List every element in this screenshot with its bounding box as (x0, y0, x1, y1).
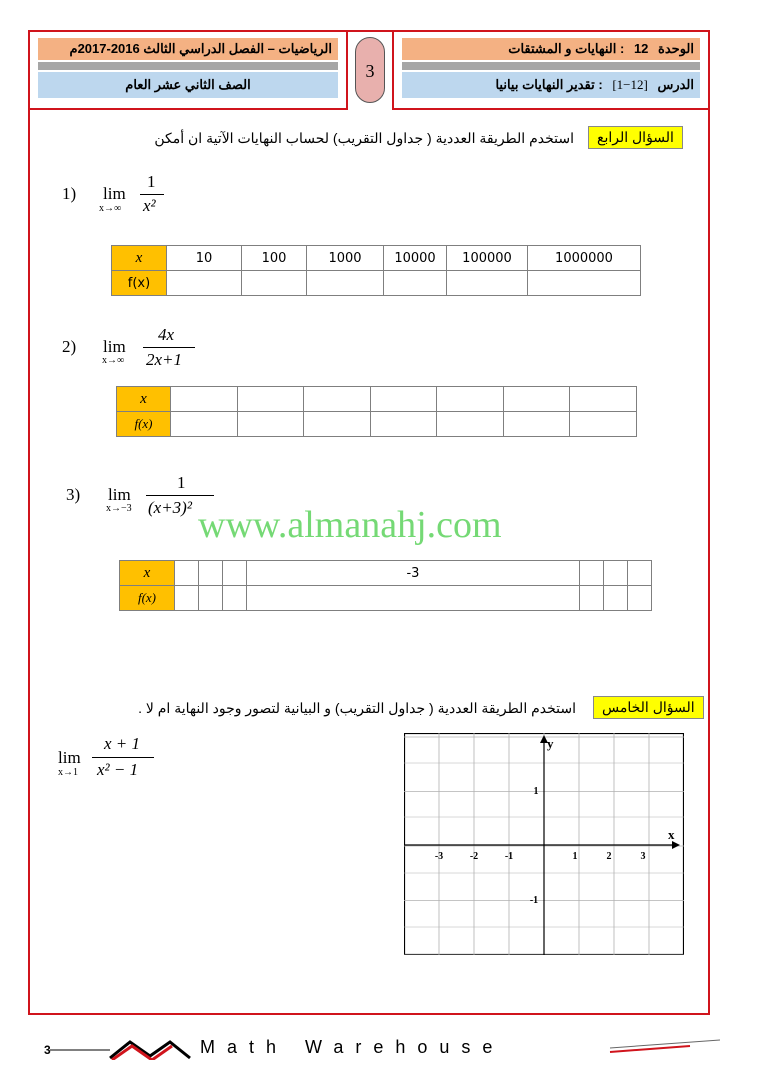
unit-number: 12 (633, 41, 649, 56)
table-row (112, 271, 641, 296)
q5-fraction-bar (92, 757, 154, 758)
grade-title: الصف الثاني عشر العام (38, 72, 338, 98)
p3-lim: lim (108, 485, 131, 504)
p1-table (111, 245, 641, 296)
unit-line (402, 38, 700, 60)
p1-lim: lim (103, 184, 126, 203)
p1-x-cell[interactable]: 10 (167, 246, 242, 271)
p3-number: 3) (66, 485, 81, 504)
x-tick-label: 1 (572, 851, 578, 862)
p1-sub: x→∞ (99, 203, 122, 214)
unit-title: : النهايات و المشتقات (508, 41, 625, 56)
q4-label: السؤال الرابع (588, 126, 683, 149)
table-row (120, 561, 652, 586)
p1-number: 1) (62, 184, 77, 203)
p2-x-cell[interactable] (570, 387, 637, 412)
p1-fx-header: f(x) (112, 271, 167, 296)
page-badge: 3 (355, 37, 385, 103)
header-subject-box (28, 30, 348, 110)
p2-fx-cell[interactable] (171, 412, 238, 437)
q5-numerator: x + 1 (104, 734, 141, 753)
p3-fx-cell[interactable] (198, 586, 222, 611)
p3-x-cell[interactable] (222, 561, 246, 586)
p2-fx-cell[interactable] (304, 412, 371, 437)
p3-fraction-bar (146, 495, 214, 496)
p3-fx-cell[interactable] (628, 586, 652, 611)
p3-fx-cell[interactable] (604, 586, 628, 611)
coordinate-grid[interactable] (404, 733, 684, 955)
p3-x-cell[interactable] (628, 561, 652, 586)
p1-x-cell[interactable]: 1000000 (528, 246, 641, 271)
table-row (117, 412, 637, 437)
p2-x-cell[interactable] (370, 387, 437, 412)
lesson-title: : تقدير النهايات بيانيا (495, 77, 603, 92)
p1-denominator: x² (143, 196, 156, 215)
subject-title: الرياضيات – الفصل الدراسي الثالث 2016-2017م (38, 38, 338, 60)
p1-x-header: x (112, 246, 167, 271)
p2-fx-cell[interactable] (237, 412, 304, 437)
p1-fx-cell[interactable] (167, 271, 242, 296)
p3-numerator: 1 (177, 473, 186, 492)
p3-fx-cell[interactable] (246, 586, 580, 611)
y-axis-label: y (547, 736, 554, 751)
x-tick-label: 2 (606, 851, 612, 862)
lesson-label: الدرس (657, 77, 694, 92)
q5-label: السؤال الخامس (593, 696, 704, 719)
p3-x-cell[interactable]: -3 (246, 561, 580, 586)
p3-sub: x→−3 (106, 503, 132, 514)
q5-lim: lim (58, 748, 81, 767)
header-unit-box (392, 30, 710, 110)
p3-x-cell[interactable] (175, 561, 199, 586)
x-axis-label: x (668, 827, 675, 842)
y-tick-label: 1 (533, 786, 539, 797)
table-row (120, 586, 652, 611)
p2-table (116, 386, 637, 437)
p1-fx-cell[interactable] (384, 271, 447, 296)
watermark: www.almanahj.com (198, 504, 502, 546)
p1-fx-cell[interactable] (528, 271, 641, 296)
p2-fx-cell[interactable] (437, 412, 504, 437)
p3-denominator: (x+3)² (148, 498, 192, 517)
p3-fx-cell[interactable] (175, 586, 199, 611)
p3-fx-header: f(x) (120, 586, 175, 611)
unit-label: الوحدة (658, 41, 694, 56)
p2-fx-cell[interactable] (570, 412, 637, 437)
p1-x-cell[interactable]: 10000 (384, 246, 447, 271)
p2-fx-header: f(x) (117, 412, 171, 437)
q4-text: استخدم الطريقة العددية ( جداول التقريب) لحساب النهايات الآتية ان أمكن (154, 130, 574, 146)
q5-denominator: x² − 1 (97, 760, 139, 779)
footer-logo (50, 1038, 720, 1060)
lesson-line (402, 72, 700, 98)
p2-number: 2) (62, 337, 77, 356)
p1-x-cell[interactable]: 100000 (447, 246, 528, 271)
q5-text: استخدم الطريقة العددية ( جداول التقريب) و البيانية لتصور وجود النهاية ام لا . (138, 700, 576, 716)
p1-numerator: 1 (147, 172, 156, 191)
table-row (117, 387, 637, 412)
p1-fx-cell[interactable] (242, 271, 307, 296)
x-tick-label: -3 (434, 851, 444, 862)
p3-x-cell[interactable] (604, 561, 628, 586)
math-warehouse-logo-icon (50, 1038, 720, 1060)
p2-fx-cell[interactable] (503, 412, 570, 437)
p2-sub: x→∞ (102, 355, 125, 366)
p2-lim: lim (103, 337, 126, 356)
p2-numerator: 4x (158, 325, 175, 344)
p1-x-cell[interactable]: 100 (242, 246, 307, 271)
p2-fraction-bar (143, 347, 195, 348)
y-tick-label: -1 (529, 895, 539, 906)
p3-fx-cell[interactable] (580, 586, 604, 611)
page-number: 3 (44, 1043, 51, 1057)
p2-x-cell[interactable] (503, 387, 570, 412)
p1-fx-cell[interactable] (447, 271, 528, 296)
x-tick-label: -2 (469, 851, 479, 862)
x-tick-label: 3 (640, 851, 646, 862)
header-divider-right (402, 62, 700, 70)
p3-x-cell[interactable] (198, 561, 222, 586)
logo-text: Math Warehouse (200, 1038, 505, 1057)
header-divider (38, 62, 338, 70)
p1-x-cell[interactable]: 1000 (307, 246, 384, 271)
p2-x-cell[interactable] (437, 387, 504, 412)
p2-x-cell[interactable] (171, 387, 238, 412)
p2-denominator: 2x+1 (146, 350, 183, 369)
p1-fx-cell[interactable] (307, 271, 384, 296)
table-row (112, 246, 641, 271)
p1-fraction-bar (140, 194, 164, 195)
x-tick-label: -1 (504, 851, 514, 862)
p3-x-cell[interactable] (580, 561, 604, 586)
p2-x-cell[interactable] (237, 387, 304, 412)
p2-fx-cell[interactable] (370, 412, 437, 437)
p2-x-header: x (117, 387, 171, 412)
lesson-number: [1−12] (612, 77, 648, 92)
p3-fx-cell[interactable] (222, 586, 246, 611)
p2-x-cell[interactable] (304, 387, 371, 412)
p3-x-header: x (120, 561, 175, 586)
p3-table (119, 560, 652, 611)
q5-sub: x→1 (58, 767, 78, 778)
